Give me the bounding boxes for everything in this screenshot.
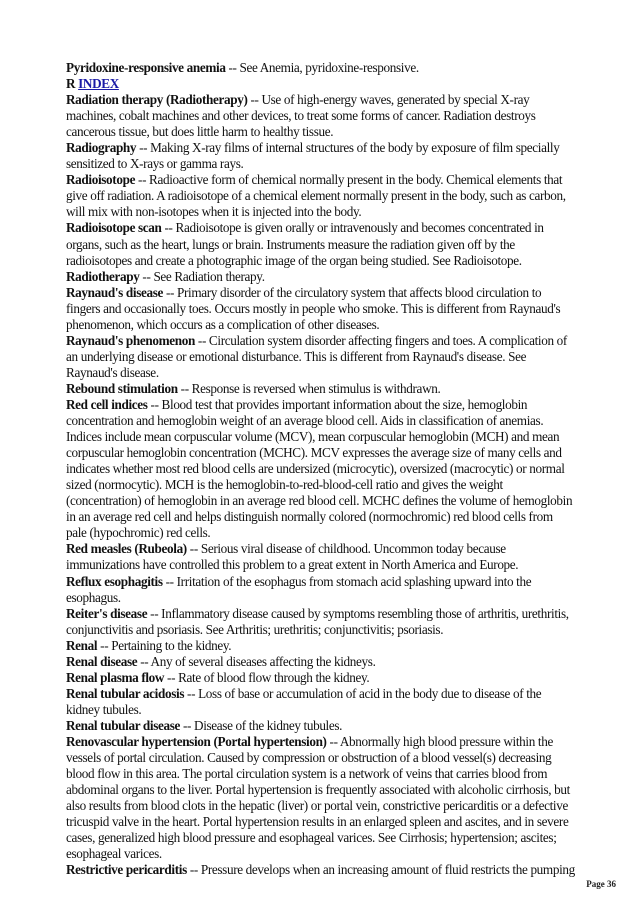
entry-term: Renal tubular disease — [66, 717, 181, 733]
section-letter: R — [66, 76, 79, 92]
entry-definition: -- Any of several diseases affecting the kidneys. — [137, 653, 376, 669]
glossary-entry — [66, 638, 576, 654]
entry-definition: -- Circulation system disorder affecting fingers and toes. A complication of an underlying disease or emotional disturbance. This is different from Raynaud's disease. See Raynaud's disease. — [66, 332, 567, 380]
glossary-entry — [66, 670, 576, 686]
entry-term: Pyridoxine-responsive anemia — [66, 60, 226, 75]
glossary-entry — [66, 140, 576, 172]
entry-definition: -- See Anemia, pyridoxine-responsive. — [225, 60, 419, 75]
entry-term: Rebound stimulation — [66, 380, 178, 396]
entry-term: Raynaud's disease — [66, 284, 164, 300]
entry-term: Renal plasma flow — [66, 669, 165, 685]
entry-definition: -- Abnormally high blood pressure within the vessels of portal circulation. Caused by compression or obstruction of a blood vessel(s) decreasing blood flow in this area. The portal circulation system is a network of veins that carries blood from abdominal organs to the liver. Portal hypertension is frequently associated with alcoholic cirrhosis, but also results from blood clots in the hepatic (liver) or portal vein, constrictive pericarditis or a defective tricuspid valve in the heart. Portal hypertension results in an enlarged spleen and ascites, and in severe cases, generalized high blood pressure and esophageal varices. See Cirrhosis; hypertension; ascites; esophageal varices. — [66, 733, 570, 862]
entry-definition: -- Disease of the kidney tubules. — [180, 717, 343, 733]
glossary-entry — [66, 574, 576, 606]
glossary-entry — [66, 541, 576, 573]
entry-term: Renal disease — [66, 653, 138, 669]
index-link[interactable]: INDEX — [78, 76, 119, 92]
glossary-entry — [66, 862, 576, 878]
glossary-entry — [66, 269, 576, 285]
entry-term: Radioisotope scan — [66, 220, 162, 236]
entry-term: Red cell indices — [66, 396, 148, 412]
entry-definition: -- Making X-ray films of internal structures of the body by exposure of film specially sensitized to X-rays or gamma rays. — [66, 140, 560, 172]
entry-term: Red measles (Rubeola) — [66, 541, 187, 557]
entry-definition: -- See Radiation therapy. — [139, 268, 265, 284]
entry-term: Reflux esophagitis — [66, 573, 163, 589]
entry-definition: -- Response is reversed when stimulus is withdrawn. — [177, 380, 441, 396]
entry-definition: -- Inflammatory disease caused by symptoms resembling those of arthritis, urethritis, conjunctivitis and psoriasis. See Arthritis; urethritis; conjunctivitis; psoriasis. — [66, 605, 569, 637]
glossary-entry — [66, 734, 576, 862]
entry-definition: -- Use of high-energy waves, generated by special X-ray machines, cobalt machines and other devices, to treat some forms of cancer. Radiation destroys cancerous tissue, but does little harm to healthy tissue. — [66, 92, 536, 140]
glossary-entry — [66, 654, 576, 670]
entry-definition: -- Loss of base or accumulation of acid in the body due to disease of the kidney tubules. — [66, 685, 542, 717]
section-heading — [66, 76, 576, 92]
entry-definition: -- Radioisotope is given orally or intravenously and becomes concentrated in organs, such as the heart, lungs or brain. Instruments measure the radiation given off by the radioisotopes and create a photographic image of the organ being studied. See Radioisotope. — [66, 220, 544, 268]
glossary-entry — [66, 718, 576, 734]
entry-definition: -- Pertaining to the kidney. — [97, 637, 232, 653]
entry-definition: -- Primary disorder of the circulatory system that affects blood circulation to fingers and occasionally toes. Occurs mostly in people who smoke. This is different from Raynaud's phenomenon, which occurs as a complication of other diseases. — [66, 284, 561, 332]
glossary-entry — [66, 172, 576, 220]
glossary-entry — [66, 397, 576, 541]
entry-definition: -- Irritation of the esophagus from stomach acid splashing upward into the esophagus. — [66, 573, 532, 605]
entry-term: Raynaud's phenomenon — [66, 332, 195, 348]
entry-definition: -- Blood test that provides important information about the size, hemoglobin concentration and hemoglobin weight of an average blood cell. Aids in classification of anemias. Indices include mean corpuscular volume (MCV), mean corpuscular hemoglobin (MCH) and mean corpuscular hemoglobin concentration (MCHC). MCV expresses the average size of many cells and indicates whether most red blood cells are undersized (microcytic), oversized (macrocytic) or normal sized (normocytic). MCH is the hemoglobin-to-red-blood-cell ratio and gives the weight (concentration) of hemoglobin in an average red blood cell. MCHC defines the volume of hemoglobin in an average red cell and helps distinguish normally colored (normochromic) red blood cells from pale (hypochromic) red cells. — [66, 396, 573, 541]
glossary-entry — [66, 333, 576, 381]
entry-term: Restrictive pericarditis — [66, 862, 187, 878]
entry-definition: -- Pressure develops when an increasing amount of fluid restricts the pumping — [186, 862, 575, 878]
entry-definition: -- Radioactive form of chemical normally present in the body. Chemical elements that give off radiation. A radioisotope of a chemical element normally present in the body, such as carbon, will mix with non-isotopes when it is injected into the body. — [66, 172, 566, 220]
entry-term: Renal — [66, 637, 98, 653]
entry-term: Reiter's disease — [66, 605, 148, 621]
entry-term: Radiotherapy — [66, 268, 140, 284]
entry-term: Radiography — [66, 140, 137, 156]
entry-term: Renovascular hypertension (Portal hypertension) — [66, 733, 327, 749]
glossary-entries — [66, 92, 576, 878]
entry-term: Radioisotope — [66, 172, 136, 188]
glossary-entry — [66, 60, 576, 76]
page-number: Page 36 — [586, 879, 616, 889]
glossary-entry — [66, 220, 576, 268]
glossary-page — [66, 60, 576, 878]
glossary-entry — [66, 92, 576, 140]
entry-term: Radiation therapy (Radiotherapy) — [66, 92, 248, 108]
glossary-entry — [66, 285, 576, 333]
entry-definition: -- Rate of blood flow through the kidney. — [164, 669, 370, 685]
glossary-entry — [66, 381, 576, 397]
entry-definition: -- Serious viral disease of childhood. Uncommon today because immunizations have controlled this problem to a great extent in North America and Europe. — [66, 541, 519, 573]
glossary-entry — [66, 606, 576, 638]
entry-term: Renal tubular acidosis — [66, 685, 185, 701]
glossary-entry — [66, 686, 576, 718]
